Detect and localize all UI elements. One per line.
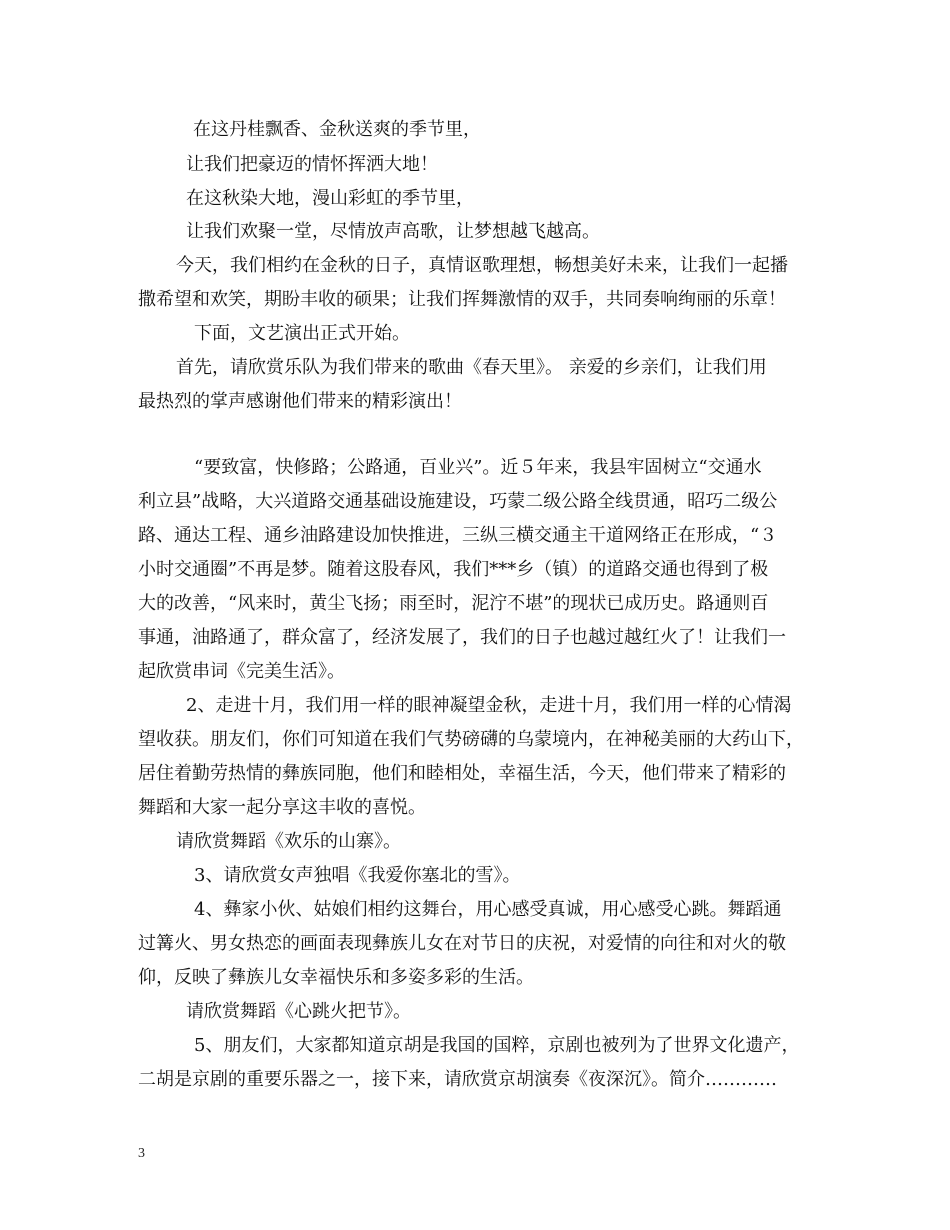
text-line: 让我们欢聚一堂，尽情放声高歌，让梦想越飞越高。 [186,221,600,242]
text-line: 大的改善，“风来时，黄尘飞扬；雨至时，泥泞不堪”的现状已成历史。路通则百 [138,593,769,614]
text-line: 请欣赏舞蹈《欢乐的山寨》。 [176,831,401,852]
text-line: 事通，油路通了，群众富了，经济发展了，我们的日子也越过越红火了！让我们一 [138,627,786,648]
text-line: 在这秋染大地，漫山彩虹的季节里， [186,188,474,209]
text-line: 利立县”战略，大兴道路交通基础设施建设，巧蒙二级公路全线贯通，昭巧二级公 [138,491,778,512]
text-line: 居住着勤劳热情的彝族同胞，他们和睦相处，幸福生活，今天，他们带来了精彩的 [138,763,786,784]
text-line: 请欣赏舞蹈《心跳火把节》。 [186,1001,411,1022]
text-line: 4、彝家小伙、姑娘们相约这舞台，用心感受真诚，用心感受心跳。舞蹈通 [194,899,782,920]
text-line: 在这丹桂飘香、金秋送爽的季节里， [193,119,481,140]
text-line: 望收获。朋友们，你们可知道在我们气势磅礴的乌蒙境内，在神秘美丽的大药山下， [138,729,804,750]
text-line: 仰，反映了彝族儿女幸福快乐和多姿多彩的生活。 [138,967,534,988]
page-number: 3 [138,1146,145,1161]
text-line: 让我们把豪迈的情怀挥洒大地！ [186,154,438,175]
text-line: 路、通达工程、通乡油路建设加快推进，三纵三横交通主干道网络正在形成，“３ [138,525,778,546]
text-line: 舞蹈和大家一起分享这丰收的喜悦。 [138,797,426,818]
text-line: 起欣赏串词《完美生活》。 [138,661,345,682]
text-line: 过篝火、男女热恋的画面表现彝族儿女在对节日的庆祝，对爱情的向往和对火的敬 [138,933,786,954]
text-line: 下面，文艺演出正式开始。 [194,323,410,344]
text-line: 小时交通圈”不再是梦。随着这股春风，我们***乡（镇）的道路交通也得到了极 [138,559,769,580]
text-line: 3、请欣赏女声独唱《我爱你塞北的雪》。 [194,865,521,886]
text-line: “要致富，快修路；公路通，百业兴”。近５年来，我县牢固树立“交通水 [194,457,762,478]
text-line: 2、走进十月，我们用一样的眼神凝望金秋，走进十月，我们用一样的心情渴 [186,695,792,716]
text-line: 二胡是京剧的重要乐器之一，接下来，请欣赏京胡演奏《夜深沉》。简介………… [138,1069,777,1090]
text-line: 今天，我们相约在金秋的日子，真情讴歌理想，畅想美好未来，让我们一起播 [176,255,788,276]
text-line: 撒希望和欢笑，期盼丰收的硕果；让我们挥舞激情的双手，共同奏响绚丽的乐章！ [138,289,786,310]
text-line: 最热烈的掌声感谢他们带来的精彩演出！ [138,391,462,412]
text-line: 5、朋友们，大家都知道京胡是我国的国粹，京剧也被列为了世界文化遗产， [194,1035,800,1056]
text-line: 首先，请欣赏乐队为我们带来的歌曲《春天里》。 亲爱的乡亲们，让我们用 [176,357,767,378]
